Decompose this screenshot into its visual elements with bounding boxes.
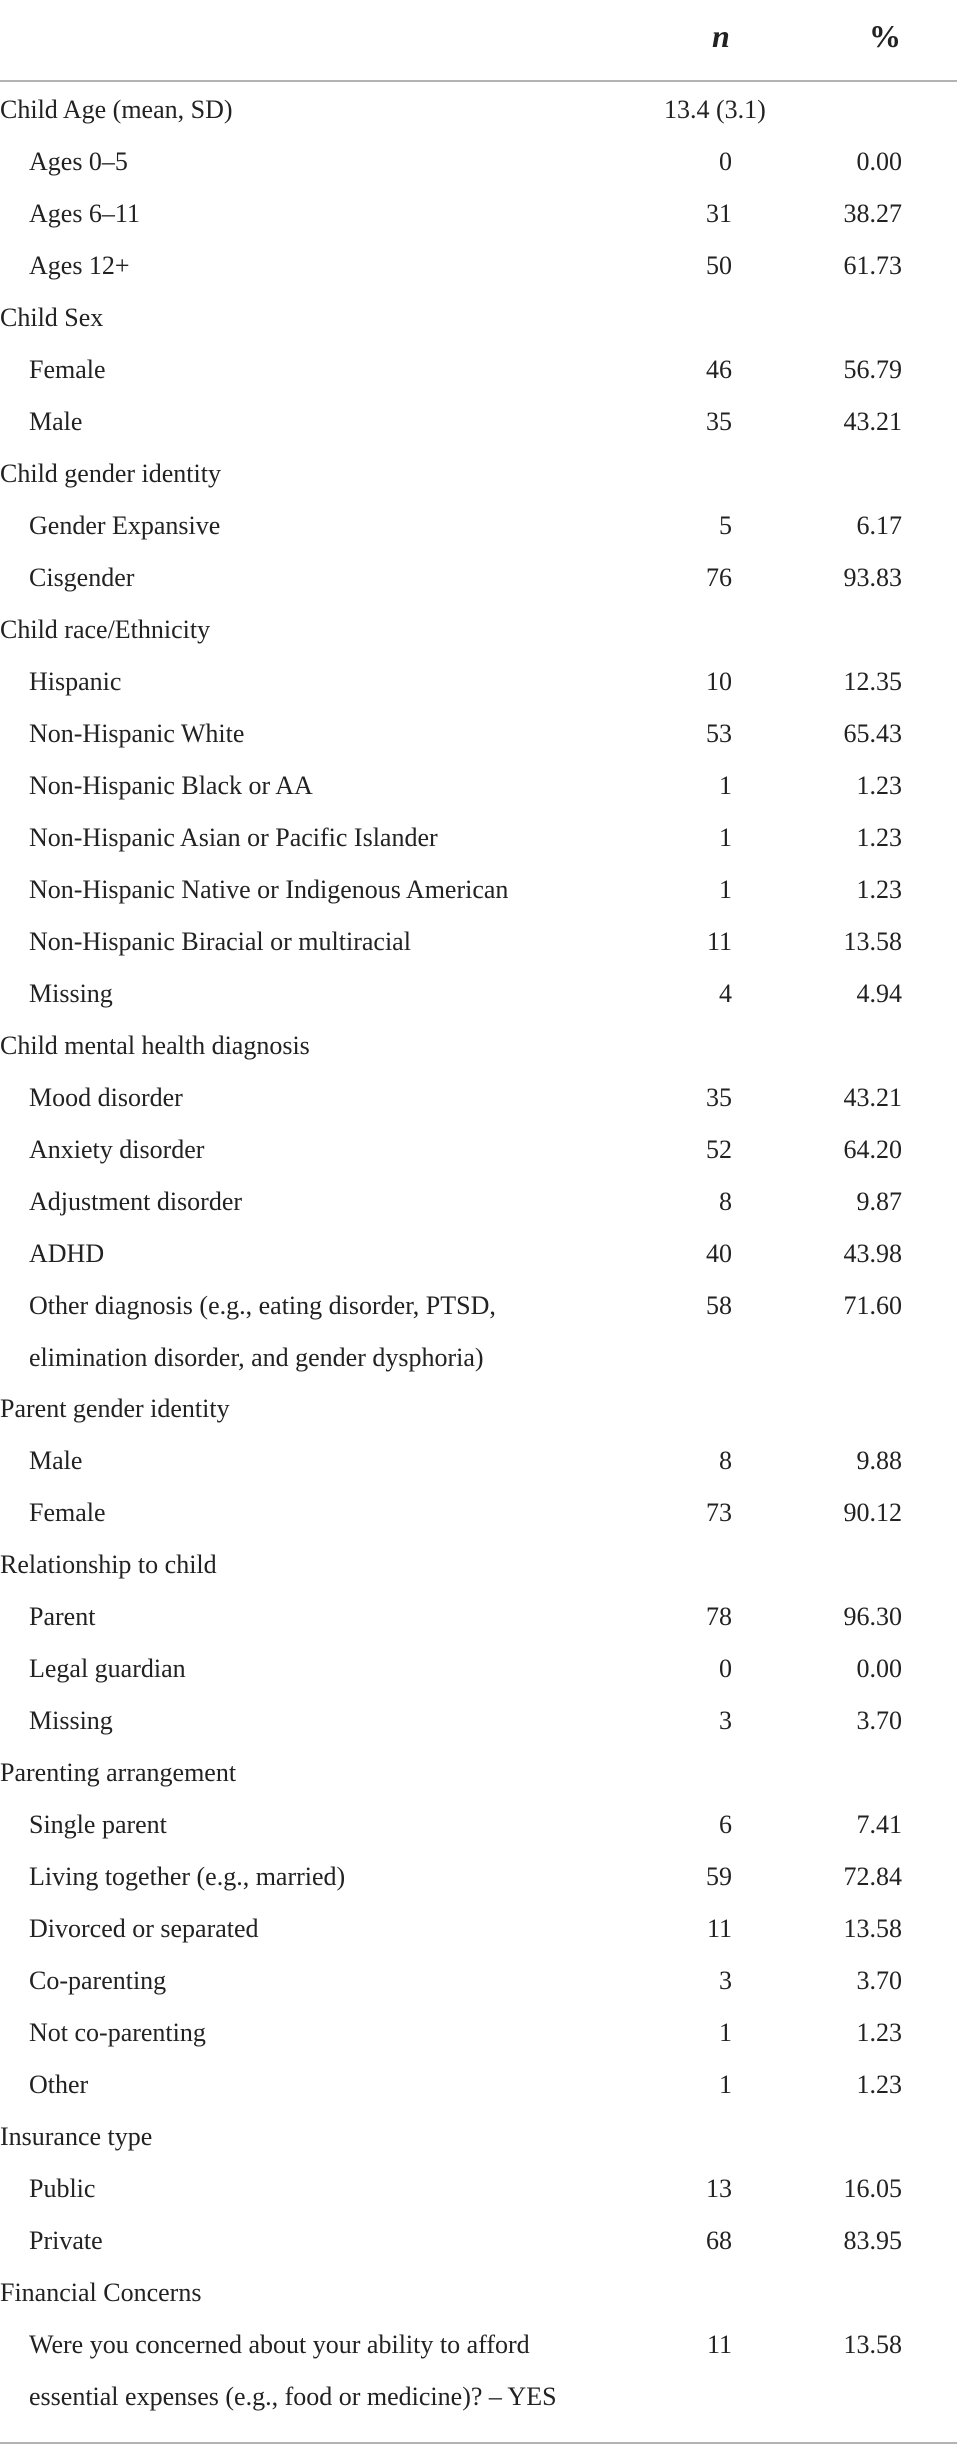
table-row <box>0 968 957 1020</box>
percent-cell: 65.43 <box>843 719 902 748</box>
table-body <box>0 84 957 2422</box>
row-label: Legal guardian <box>29 1654 186 1683</box>
percent-cell: 64.20 <box>843 1135 902 1164</box>
section-label: Insurance type <box>0 2122 153 2151</box>
table-row <box>0 708 957 760</box>
percent-cell: 56.79 <box>843 355 902 384</box>
n-cell: 11 <box>706 1914 732 1943</box>
row-label: Missing <box>29 1706 113 1735</box>
row-label: Not co-parenting <box>29 2018 206 2047</box>
row-label-line-2: essential expenses (e.g., food or medicine)? – YES <box>29 2382 557 2411</box>
n-cell: 11 <box>706 927 732 956</box>
row-label: Non-Hispanic Asian or Pacific Islander <box>29 823 438 852</box>
section-label: Child Age (mean, SD) <box>0 95 233 124</box>
percent-cell: 38.27 <box>843 199 902 228</box>
row-label: Divorced or separated <box>29 1914 259 1943</box>
n-cell: 52 <box>706 1135 732 1164</box>
column-header-percent: % <box>869 18 901 54</box>
n-cell: 6 <box>719 1810 732 1839</box>
percent-cell: 93.83 <box>843 563 902 592</box>
percent-cell: 4.94 <box>856 979 902 1008</box>
percent-cell: 13.58 <box>843 1914 902 1943</box>
percent-cell: 1.23 <box>856 771 902 800</box>
percent-cell: 9.87 <box>856 1187 902 1216</box>
percent-cell: 0.00 <box>856 147 902 176</box>
row-label <box>29 2319 557 2423</box>
n-cell: 4 <box>719 979 732 1008</box>
percent-cell: 3.70 <box>856 1706 902 1735</box>
n-cell: 3 <box>719 1706 732 1735</box>
table-row <box>0 2215 957 2267</box>
n-cell: 78 <box>706 1602 732 1631</box>
percent-cell: 43.21 <box>843 407 902 436</box>
row-label: Gender Expansive <box>29 511 221 540</box>
row-label: Ages 6–11 <box>29 199 140 228</box>
row-label: Non-Hispanic Native or Indigenous American <box>29 875 509 904</box>
percent-cell: 3.70 <box>856 1966 902 1995</box>
table-row <box>0 1072 957 1124</box>
n-cell: 76 <box>706 563 732 592</box>
row-label: Public <box>29 2174 96 2203</box>
table-section-row <box>0 448 957 500</box>
table-bottom-rule <box>0 2442 957 2444</box>
n-cell: 68 <box>706 2226 732 2255</box>
row-label: Single parent <box>29 1810 167 1839</box>
percent-cell: 43.21 <box>843 1083 902 1112</box>
percent-cell: 9.88 <box>856 1446 902 1475</box>
n-cell: 53 <box>706 719 732 748</box>
n-cell: 11 <box>706 2330 732 2359</box>
n-cell: 58 <box>706 1291 732 1320</box>
row-label: Co-parenting <box>29 1966 167 1995</box>
section-label: Parenting arrangement <box>0 1758 237 1787</box>
table-row <box>0 2007 957 2059</box>
row-label: Non-Hispanic White <box>29 719 245 748</box>
percent-cell: 72.84 <box>843 1862 902 1891</box>
section-label: Child Sex <box>0 303 104 332</box>
table-row <box>0 240 957 292</box>
n-cell: 1 <box>719 875 732 904</box>
column-header-n: n <box>712 18 730 54</box>
percent-cell: 1.23 <box>856 823 902 852</box>
n-cell: 35 <box>706 407 732 436</box>
table-section-row <box>0 292 957 344</box>
table-section-row <box>0 1020 957 1072</box>
table-row <box>0 2163 957 2215</box>
n-cell: 1 <box>719 2018 732 2047</box>
table-header <box>0 0 957 82</box>
row-label: Missing <box>29 979 113 1008</box>
n-cell: 46 <box>706 355 732 384</box>
percent-cell: 0.00 <box>856 1654 902 1683</box>
row-label: Cisgender <box>29 563 135 592</box>
n-cell: 3 <box>719 1966 732 1995</box>
table-row <box>0 2059 957 2111</box>
table-row <box>0 1799 957 1851</box>
percent-cell: 96.30 <box>843 1602 902 1631</box>
n-cell: 13.4 (3.1) <box>664 95 766 124</box>
row-label: Ages 0–5 <box>29 147 128 176</box>
percent-cell: 83.95 <box>843 2226 902 2255</box>
table-row <box>0 1228 957 1280</box>
table-row <box>0 344 957 396</box>
row-label: Living together (e.g., married) <box>29 1862 346 1891</box>
table-row <box>0 552 957 604</box>
row-label: Parent <box>29 1602 96 1631</box>
n-cell: 73 <box>706 1498 732 1527</box>
n-cell: 59 <box>706 1862 732 1891</box>
percent-cell: 12.35 <box>843 667 902 696</box>
percent-cell: 6.17 <box>856 511 902 540</box>
n-cell: 13 <box>706 2174 732 2203</box>
row-label-line-1: Other diagnosis (e.g., eating disorder, PTSD, <box>29 1291 496 1320</box>
percent-cell: 13.58 <box>843 2330 902 2359</box>
table-row <box>0 1643 957 1695</box>
row-label-line-2: elimination disorder, and gender dysphoria) <box>29 1343 484 1372</box>
table-row <box>0 1435 957 1487</box>
percent-cell: 16.05 <box>843 2174 902 2203</box>
table-section-row <box>0 2267 957 2319</box>
section-label: Child race/Ethnicity <box>0 615 211 644</box>
row-label: Private <box>29 2226 103 2255</box>
table-section-row <box>0 2111 957 2163</box>
table-row <box>0 1176 957 1228</box>
row-label: Female <box>29 355 106 384</box>
row-label <box>29 1280 496 1384</box>
table-row <box>0 2319 957 2422</box>
table-row <box>0 1280 957 1383</box>
row-label: Male <box>29 407 83 436</box>
n-cell: 10 <box>706 667 732 696</box>
table-row <box>0 760 957 812</box>
table-row <box>0 1903 957 1955</box>
percent-cell: 13.58 <box>843 927 902 956</box>
section-label: Relationship to child <box>0 1550 217 1579</box>
table-row <box>0 656 957 708</box>
table-section-row <box>0 1383 957 1435</box>
percent-cell: 61.73 <box>843 251 902 280</box>
row-label: Adjustment disorder <box>29 1187 243 1216</box>
section-label: Financial Concerns <box>0 2278 202 2307</box>
n-cell: 8 <box>719 1187 732 1216</box>
n-cell: 1 <box>719 771 732 800</box>
n-cell: 8 <box>719 1446 732 1475</box>
section-label: Child gender identity <box>0 459 221 488</box>
n-cell: 1 <box>719 2070 732 2099</box>
row-label: ADHD <box>29 1239 105 1268</box>
table-row <box>0 916 957 968</box>
table-row <box>0 1695 957 1747</box>
percent-cell: 71.60 <box>843 1291 902 1320</box>
row-label: Ages 12+ <box>29 251 130 280</box>
section-label: Child mental health diagnosis <box>0 1031 310 1060</box>
percent-cell: 90.12 <box>843 1498 902 1527</box>
table-section-row <box>0 1747 957 1799</box>
n-cell: 35 <box>706 1083 732 1112</box>
table-row <box>0 136 957 188</box>
row-label: Hispanic <box>29 667 122 696</box>
table-section-row <box>0 604 957 656</box>
percent-cell: 1.23 <box>856 875 902 904</box>
percent-cell: 1.23 <box>856 2070 902 2099</box>
table-row <box>0 1487 957 1539</box>
n-cell: 31 <box>706 199 732 228</box>
n-cell: 5 <box>719 511 732 540</box>
section-label: Parent gender identity <box>0 1394 230 1423</box>
percent-cell: 1.23 <box>856 2018 902 2047</box>
row-label: Mood disorder <box>29 1083 183 1112</box>
n-cell: 1 <box>719 823 732 852</box>
table-row <box>0 1955 957 2007</box>
row-label: Other <box>29 2070 89 2099</box>
table-section-row <box>0 1539 957 1591</box>
n-cell: 0 <box>719 1654 732 1683</box>
row-label: Female <box>29 1498 106 1527</box>
row-label: Male <box>29 1446 83 1475</box>
percent-cell: 7.41 <box>856 1810 902 1839</box>
row-label: Anxiety disorder <box>29 1135 205 1164</box>
table-row <box>0 188 957 240</box>
table-row <box>0 864 957 916</box>
table-section-row <box>0 84 957 136</box>
row-label: Non-Hispanic Black or AA <box>29 771 313 800</box>
row-label-line-1: Were you concerned about your ability to afford <box>29 2330 530 2359</box>
table-row <box>0 500 957 552</box>
table-row <box>0 1591 957 1643</box>
n-cell: 40 <box>706 1239 732 1268</box>
row-label: Non-Hispanic Biracial or multiracial <box>29 927 411 956</box>
percent-cell: 43.98 <box>843 1239 902 1268</box>
n-cell: 0 <box>719 147 732 176</box>
table-row <box>0 1851 957 1903</box>
table-row <box>0 812 957 864</box>
table-row <box>0 1124 957 1176</box>
table-row <box>0 396 957 448</box>
n-cell: 50 <box>706 251 732 280</box>
